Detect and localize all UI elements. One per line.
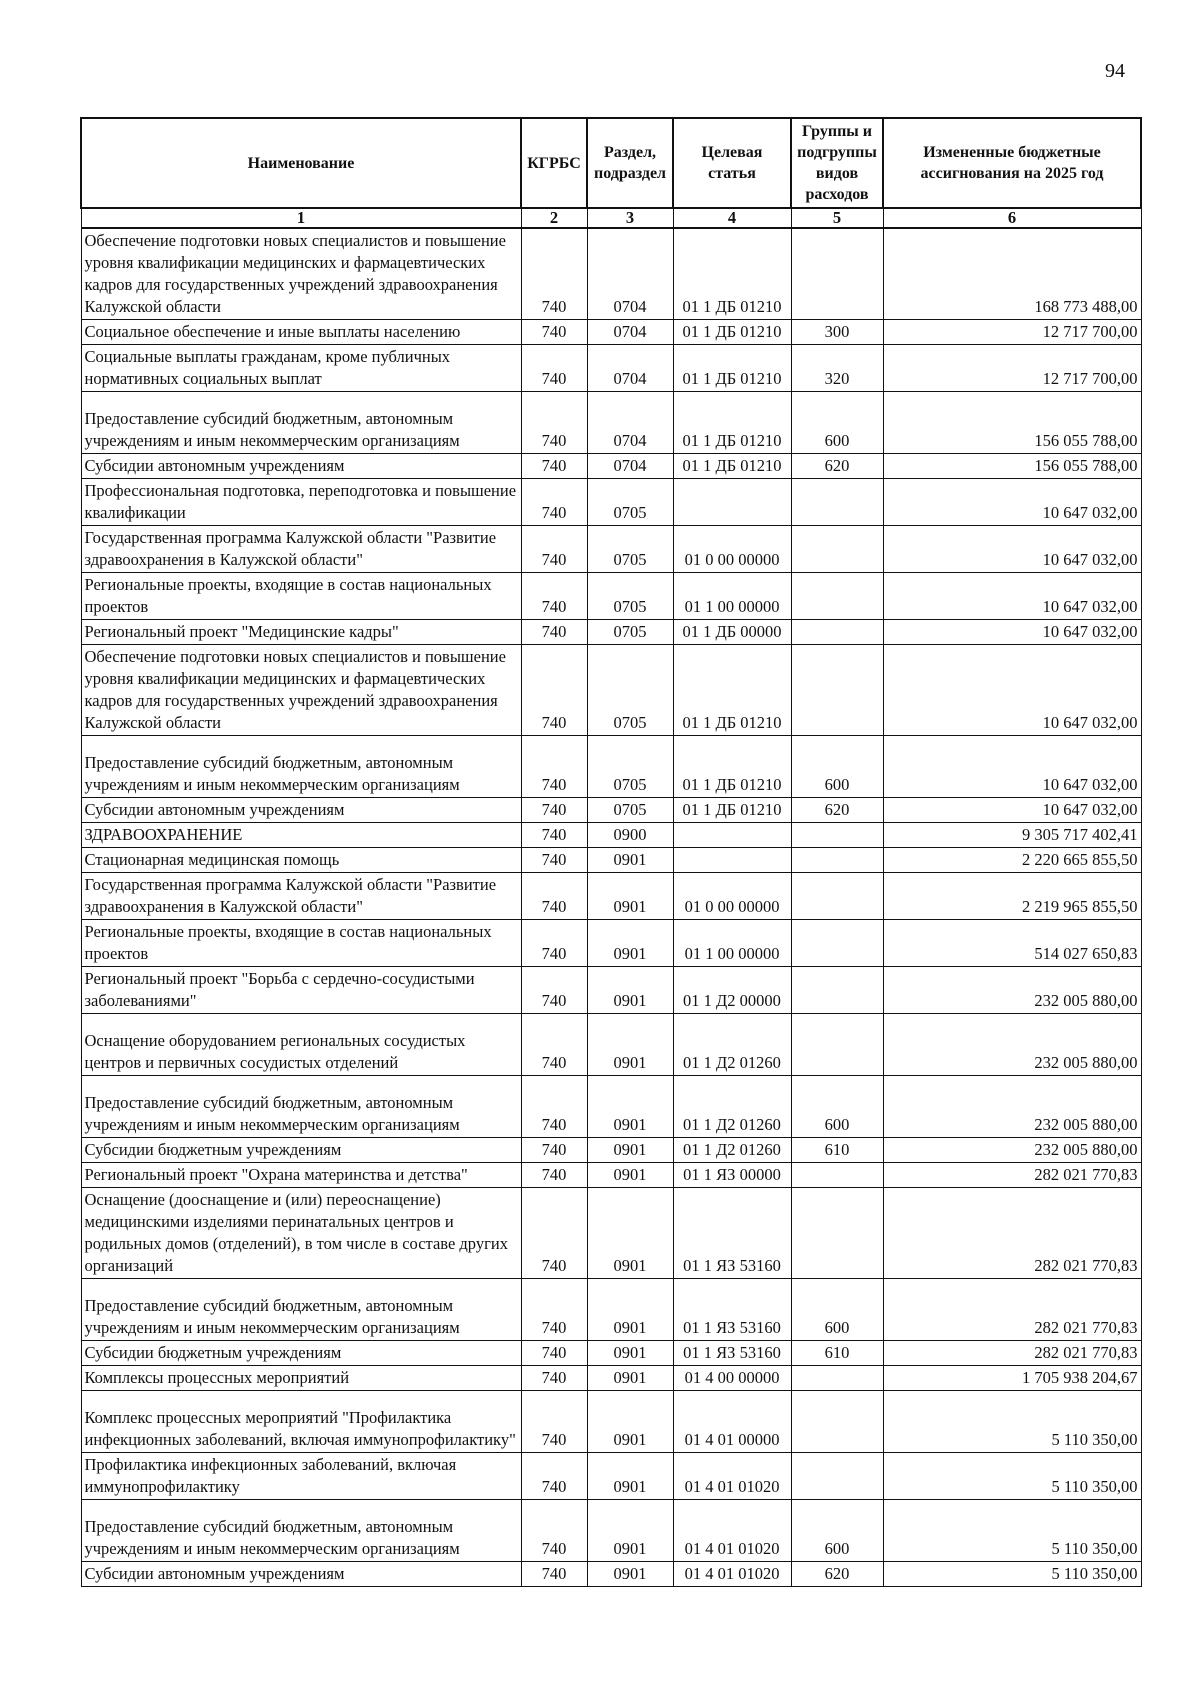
row-section: 0901 bbox=[587, 1562, 673, 1587]
row-kgrbs: 740 bbox=[521, 798, 587, 823]
row-section: 0704 bbox=[587, 345, 673, 392]
row-group: 300 bbox=[791, 320, 883, 345]
row-target: 01 0 00 00000 bbox=[673, 873, 791, 920]
row-target bbox=[673, 848, 791, 873]
row-kgrbs: 740 bbox=[521, 823, 587, 848]
row-section: 0901 bbox=[587, 1391, 673, 1453]
row-group bbox=[791, 620, 883, 645]
row-section: 0901 bbox=[587, 1366, 673, 1391]
row-target: 01 1 ДБ 01210 bbox=[673, 228, 791, 320]
row-section: 0901 bbox=[587, 1500, 673, 1562]
row-kgrbs: 740 bbox=[521, 228, 587, 320]
row-kgrbs: 740 bbox=[521, 620, 587, 645]
row-group: 620 bbox=[791, 454, 883, 479]
row-name: Региональный проект "Борьба с сердечно-сосудистыми заболеваниями" bbox=[81, 967, 521, 1014]
table-row bbox=[81, 573, 1141, 620]
row-amount: 232 005 880,00 bbox=[883, 1014, 1141, 1076]
row-section: 0901 bbox=[587, 920, 673, 967]
row-group: 320 bbox=[791, 345, 883, 392]
row-name: Обеспечение подготовки новых специалистов и повышение уровня квалификации медицинских и фармацевтических кадров для государственных учреждений здравоохранения Калужской области bbox=[81, 645, 521, 736]
row-target: 01 1 Д2 01260 bbox=[673, 1076, 791, 1138]
row-amount: 282 021 770,83 bbox=[883, 1188, 1141, 1279]
table-row bbox=[81, 736, 1141, 798]
row-group bbox=[791, 228, 883, 320]
row-group bbox=[791, 1163, 883, 1188]
row-name: Профессиональная подготовка, переподготовка и повышение квалификации bbox=[81, 479, 521, 526]
row-kgrbs: 740 bbox=[521, 454, 587, 479]
table-row bbox=[81, 1076, 1141, 1138]
row-kgrbs: 740 bbox=[521, 1076, 587, 1138]
row-target: 01 1 ЯЗ 53160 bbox=[673, 1279, 791, 1341]
row-name: Обеспечение подготовки новых специалистов и повышение уровня квалификации медицинских и фармацевтических кадров для государственных учреждений здравоохранения Калужской области bbox=[81, 228, 521, 320]
row-kgrbs: 740 bbox=[521, 573, 587, 620]
row-target: 01 1 ДБ 00000 bbox=[673, 620, 791, 645]
row-group: 600 bbox=[791, 736, 883, 798]
row-name: Оснащение (дооснащение и (или) переоснащение) медицинскими изделиями перинатальных центров и родильных домов (отделений), в том числе в составе других организаций bbox=[81, 1188, 521, 1279]
row-amount: 10 647 032,00 bbox=[883, 620, 1141, 645]
table-row bbox=[81, 228, 1141, 320]
row-group bbox=[791, 1453, 883, 1500]
row-amount: 282 021 770,83 bbox=[883, 1163, 1141, 1188]
row-name: Предоставление субсидий бюджетным, автономным учреждениям и иным некоммерческим организациям bbox=[81, 1279, 521, 1341]
table-row bbox=[81, 1453, 1141, 1500]
row-amount: 282 021 770,83 bbox=[883, 1279, 1141, 1341]
row-section: 0704 bbox=[587, 320, 673, 345]
table-row bbox=[81, 1188, 1141, 1279]
table-row bbox=[81, 479, 1141, 526]
row-kgrbs: 740 bbox=[521, 873, 587, 920]
row-target: 01 1 ЯЗ 53160 bbox=[673, 1188, 791, 1279]
row-group bbox=[791, 1366, 883, 1391]
row-section: 0705 bbox=[587, 573, 673, 620]
row-section: 0901 bbox=[587, 1076, 673, 1138]
row-name: Оснащение оборудованием региональных сосудистых центров и первичных сосудистых отделений bbox=[81, 1014, 521, 1076]
row-name: Субсидии автономным учреждениям bbox=[81, 1562, 521, 1587]
table-row bbox=[81, 873, 1141, 920]
row-amount: 10 647 032,00 bbox=[883, 526, 1141, 573]
row-kgrbs: 740 bbox=[521, 1138, 587, 1163]
row-kgrbs: 740 bbox=[521, 1279, 587, 1341]
row-section: 0901 bbox=[587, 848, 673, 873]
row-kgrbs: 740 bbox=[521, 1188, 587, 1279]
header-target: Целевая статья bbox=[673, 118, 791, 208]
row-group bbox=[791, 573, 883, 620]
row-name: ЗДРАВООХРАНЕНИЕ bbox=[81, 823, 521, 848]
row-amount: 9 305 717 402,41 bbox=[883, 823, 1141, 848]
row-group: 600 bbox=[791, 1279, 883, 1341]
row-name: Предоставление субсидий бюджетным, автономным учреждениям и иным некоммерческим организациям bbox=[81, 1076, 521, 1138]
table-body bbox=[81, 228, 1141, 1587]
row-kgrbs: 740 bbox=[521, 1366, 587, 1391]
row-amount: 156 055 788,00 bbox=[883, 454, 1141, 479]
row-target: 01 1 Д2 01260 bbox=[673, 1014, 791, 1076]
row-section: 0901 bbox=[587, 1163, 673, 1188]
row-target: 01 4 01 00000 bbox=[673, 1391, 791, 1453]
row-name: Стационарная медицинская помощь bbox=[81, 848, 521, 873]
row-target: 01 1 ДБ 01210 bbox=[673, 320, 791, 345]
row-section: 0705 bbox=[587, 645, 673, 736]
header-amount: Измененные бюджетные ассигнования на 2025 год bbox=[883, 118, 1141, 208]
row-amount: 156 055 788,00 bbox=[883, 392, 1141, 454]
row-target: 01 1 Д2 00000 bbox=[673, 967, 791, 1014]
row-target: 01 1 ДБ 01210 bbox=[673, 345, 791, 392]
row-target: 01 0 00 00000 bbox=[673, 526, 791, 573]
table-row bbox=[81, 320, 1141, 345]
row-target: 01 1 ЯЗ 00000 bbox=[673, 1163, 791, 1188]
row-group: 600 bbox=[791, 1076, 883, 1138]
table-row bbox=[81, 1341, 1141, 1366]
row-name: Социальное обеспечение и иные выплаты населению bbox=[81, 320, 521, 345]
row-kgrbs: 740 bbox=[521, 526, 587, 573]
row-amount: 12 717 700,00 bbox=[883, 345, 1141, 392]
row-kgrbs: 740 bbox=[521, 1562, 587, 1587]
row-name: Региональный проект "Медицинские кадры" bbox=[81, 620, 521, 645]
row-name: Государственная программа Калужской области "Развитие здравоохранения в Калужской области" bbox=[81, 873, 521, 920]
row-amount: 5 110 350,00 bbox=[883, 1391, 1141, 1453]
table-row bbox=[81, 1562, 1141, 1587]
row-kgrbs: 740 bbox=[521, 320, 587, 345]
row-name: Социальные выплаты гражданам, кроме публичных нормативных социальных выплат bbox=[81, 345, 521, 392]
header-kgrbs: КГРБС bbox=[521, 118, 587, 208]
table-row bbox=[81, 967, 1141, 1014]
header-section: Раздел, подраздел bbox=[587, 118, 673, 208]
row-name: Предоставление субсидий бюджетным, автономным учреждениям и иным некоммерческим организациям bbox=[81, 392, 521, 454]
row-amount: 282 021 770,83 bbox=[883, 1341, 1141, 1366]
row-section: 0901 bbox=[587, 1188, 673, 1279]
table-header-row bbox=[81, 118, 1141, 208]
row-amount: 232 005 880,00 bbox=[883, 967, 1141, 1014]
table-row bbox=[81, 1014, 1141, 1076]
row-target bbox=[673, 823, 791, 848]
row-kgrbs: 740 bbox=[521, 345, 587, 392]
row-group: 600 bbox=[791, 392, 883, 454]
table-row bbox=[81, 1366, 1141, 1391]
row-target bbox=[673, 479, 791, 526]
row-section: 0901 bbox=[587, 1341, 673, 1366]
header-groups: Группы и подгруппы видов расходов bbox=[791, 118, 883, 208]
row-name: Субсидии автономным учреждениям bbox=[81, 798, 521, 823]
column-number: 2 bbox=[521, 208, 587, 228]
table-row bbox=[81, 1500, 1141, 1562]
row-section: 0705 bbox=[587, 798, 673, 823]
table-row bbox=[81, 345, 1141, 392]
row-kgrbs: 740 bbox=[521, 967, 587, 1014]
row-name: Субсидии бюджетным учреждениям bbox=[81, 1138, 521, 1163]
row-target: 01 1 ДБ 01210 bbox=[673, 645, 791, 736]
table-row bbox=[81, 645, 1141, 736]
row-group bbox=[791, 479, 883, 526]
row-target: 01 1 ЯЗ 53160 bbox=[673, 1341, 791, 1366]
row-group: 600 bbox=[791, 1500, 883, 1562]
row-group bbox=[791, 920, 883, 967]
row-target: 01 4 01 01020 bbox=[673, 1453, 791, 1500]
row-amount: 232 005 880,00 bbox=[883, 1138, 1141, 1163]
table-row bbox=[81, 1138, 1141, 1163]
page-number: 94 bbox=[1105, 60, 1125, 82]
table-row bbox=[81, 823, 1141, 848]
row-section: 0901 bbox=[587, 967, 673, 1014]
table-row bbox=[81, 798, 1141, 823]
row-amount: 1 705 938 204,67 bbox=[883, 1366, 1141, 1391]
row-group bbox=[791, 967, 883, 1014]
row-target: 01 1 Д2 01260 bbox=[673, 1138, 791, 1163]
row-section: 0705 bbox=[587, 620, 673, 645]
row-section: 0901 bbox=[587, 873, 673, 920]
row-name: Комплексы процессных мероприятий bbox=[81, 1366, 521, 1391]
row-amount: 10 647 032,00 bbox=[883, 645, 1141, 736]
table-row bbox=[81, 848, 1141, 873]
row-section: 0705 bbox=[587, 736, 673, 798]
row-kgrbs: 740 bbox=[521, 1391, 587, 1453]
row-target: 01 4 00 00000 bbox=[673, 1366, 791, 1391]
row-target: 01 1 00 00000 bbox=[673, 920, 791, 967]
row-group bbox=[791, 1391, 883, 1453]
row-section: 0901 bbox=[587, 1138, 673, 1163]
row-group bbox=[791, 848, 883, 873]
row-group: 620 bbox=[791, 1562, 883, 1587]
row-section: 0704 bbox=[587, 228, 673, 320]
row-group bbox=[791, 1188, 883, 1279]
row-kgrbs: 740 bbox=[521, 1341, 587, 1366]
row-kgrbs: 740 bbox=[521, 479, 587, 526]
table-row bbox=[81, 526, 1141, 573]
row-group bbox=[791, 1014, 883, 1076]
row-section: 0901 bbox=[587, 1453, 673, 1500]
row-name: Региональный проект "Охрана материнства и детства" bbox=[81, 1163, 521, 1188]
row-amount: 232 005 880,00 bbox=[883, 1076, 1141, 1138]
row-name: Государственная программа Калужской области "Развитие здравоохранения в Калужской области" bbox=[81, 526, 521, 573]
row-name: Региональные проекты, входящие в состав национальных проектов bbox=[81, 920, 521, 967]
row-amount: 12 717 700,00 bbox=[883, 320, 1141, 345]
row-kgrbs: 740 bbox=[521, 1453, 587, 1500]
row-section: 0900 bbox=[587, 823, 673, 848]
row-amount: 2 220 665 855,50 bbox=[883, 848, 1141, 873]
row-target: 01 1 ДБ 01210 bbox=[673, 454, 791, 479]
row-group bbox=[791, 645, 883, 736]
row-section: 0705 bbox=[587, 479, 673, 526]
row-section: 0901 bbox=[587, 1014, 673, 1076]
row-group bbox=[791, 873, 883, 920]
row-target: 01 4 01 01020 bbox=[673, 1562, 791, 1587]
table-row bbox=[81, 920, 1141, 967]
row-name: Комплекс процессных мероприятий "Профилактика инфекционных заболеваний, включая иммунопрофилактику" bbox=[81, 1391, 521, 1453]
row-kgrbs: 740 bbox=[521, 848, 587, 873]
row-group bbox=[791, 526, 883, 573]
column-number: 1 bbox=[81, 208, 521, 228]
row-name: Субсидии автономным учреждениям bbox=[81, 454, 521, 479]
row-amount: 168 773 488,00 bbox=[883, 228, 1141, 320]
column-number: 5 bbox=[791, 208, 883, 228]
row-amount: 10 647 032,00 bbox=[883, 798, 1141, 823]
row-amount: 10 647 032,00 bbox=[883, 736, 1141, 798]
table-row bbox=[81, 1279, 1141, 1341]
row-target: 01 4 01 01020 bbox=[673, 1500, 791, 1562]
row-target: 01 1 ДБ 01210 bbox=[673, 392, 791, 454]
row-kgrbs: 740 bbox=[521, 645, 587, 736]
table-row bbox=[81, 1391, 1141, 1453]
row-section: 0704 bbox=[587, 392, 673, 454]
row-target: 01 1 ДБ 01210 bbox=[673, 736, 791, 798]
row-kgrbs: 740 bbox=[521, 1500, 587, 1562]
row-group: 620 bbox=[791, 798, 883, 823]
row-amount: 10 647 032,00 bbox=[883, 573, 1141, 620]
row-kgrbs: 740 bbox=[521, 392, 587, 454]
row-name: Региональные проекты, входящие в состав национальных проектов bbox=[81, 573, 521, 620]
table-row bbox=[81, 1163, 1141, 1188]
row-group: 610 bbox=[791, 1341, 883, 1366]
row-kgrbs: 740 bbox=[521, 1163, 587, 1188]
row-kgrbs: 740 bbox=[521, 920, 587, 967]
column-number: 4 bbox=[673, 208, 791, 228]
row-amount: 514 027 650,83 bbox=[883, 920, 1141, 967]
row-target: 01 1 00 00000 bbox=[673, 573, 791, 620]
row-name: Субсидии бюджетным учреждениям bbox=[81, 1341, 521, 1366]
row-amount: 10 647 032,00 bbox=[883, 479, 1141, 526]
budget-table bbox=[80, 117, 1142, 1587]
row-kgrbs: 740 bbox=[521, 1014, 587, 1076]
row-name: Предоставление субсидий бюджетным, автономным учреждениям и иным некоммерческим организациям bbox=[81, 1500, 521, 1562]
row-amount: 5 110 350,00 bbox=[883, 1500, 1141, 1562]
table-row bbox=[81, 392, 1141, 454]
column-number: 3 bbox=[587, 208, 673, 228]
row-section: 0704 bbox=[587, 454, 673, 479]
row-amount: 5 110 350,00 bbox=[883, 1453, 1141, 1500]
row-name: Предоставление субсидий бюджетным, автономным учреждениям и иным некоммерческим организациям bbox=[81, 736, 521, 798]
row-group bbox=[791, 823, 883, 848]
row-section: 0705 bbox=[587, 526, 673, 573]
table-row bbox=[81, 454, 1141, 479]
row-section: 0901 bbox=[587, 1279, 673, 1341]
column-number: 6 bbox=[883, 208, 1141, 228]
row-name: Профилактика инфекционных заболеваний, включая иммунопрофилактику bbox=[81, 1453, 521, 1500]
column-number-row bbox=[81, 208, 1141, 228]
row-group: 610 bbox=[791, 1138, 883, 1163]
table-row bbox=[81, 620, 1141, 645]
header-name: Наименование bbox=[81, 118, 521, 208]
row-target: 01 1 ДБ 01210 bbox=[673, 798, 791, 823]
row-kgrbs: 740 bbox=[521, 736, 587, 798]
row-amount: 2 219 965 855,50 bbox=[883, 873, 1141, 920]
row-amount: 5 110 350,00 bbox=[883, 1562, 1141, 1587]
